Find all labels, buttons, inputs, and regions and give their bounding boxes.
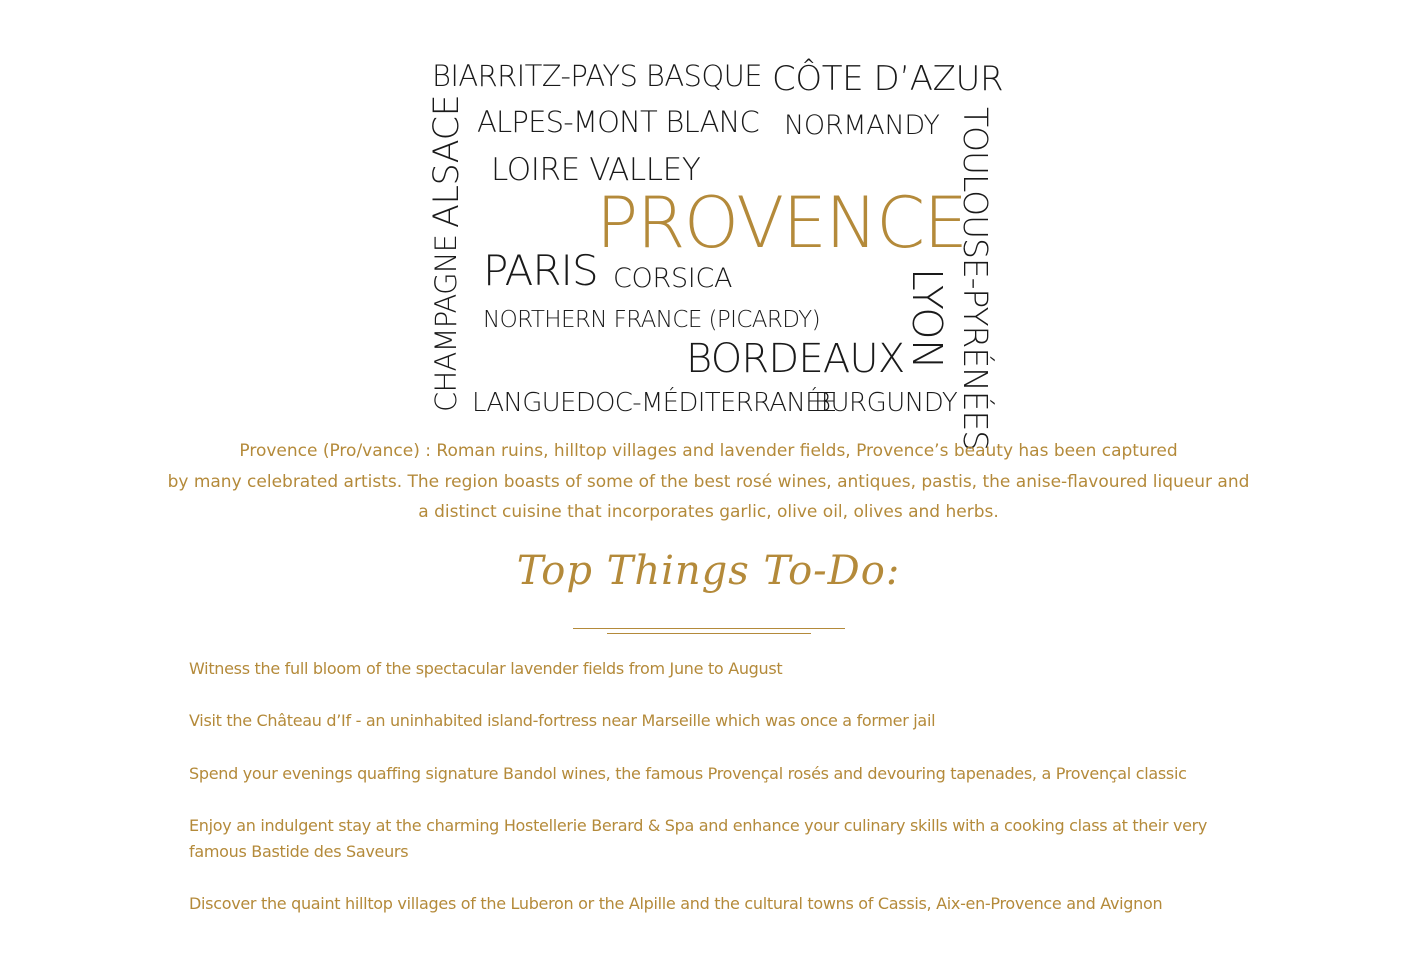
region-alsace: ALSACE xyxy=(427,94,467,228)
region-biarritz: BIARRITZ-PAYS BASQUE xyxy=(432,59,762,93)
list-item: Visit the Château d’If - an uninhabited island-fortress near Marseille which was once a former jail xyxy=(189,711,936,730)
intro-line: Provence (Pro/vance) : Roman ruins, hilltop villages and lavender fields, Provence’s beauty has been captured xyxy=(239,441,1178,461)
region-bordeaux: BORDEAUX xyxy=(686,336,905,382)
region-cote-dazur: CÔTE D’AZUR xyxy=(772,59,1004,99)
region-corsica: CORSICA xyxy=(613,263,733,294)
region-normandy: NORMANDY xyxy=(784,110,940,141)
title-underline-short xyxy=(607,633,811,634)
region-champagne: CHAMPAGNE xyxy=(429,234,463,412)
intro-line: a distinct cuisine that incorporates garlic, olive oil, olives and herbs. xyxy=(418,502,999,522)
section-title: Top Things To-Do: xyxy=(516,548,901,594)
intro-paragraph xyxy=(150,436,1267,528)
region-provence: PROVENCE xyxy=(596,182,967,264)
title-underline xyxy=(573,628,845,629)
region-northern-france: NORTHERN FRANCE (PICARDY) xyxy=(483,307,820,333)
region-lyon: LYON xyxy=(903,268,951,370)
intro-line: by many celebrated artists. The region boasts of some of the best rosé wines, antiques, pastis, the anise-flavoured liqueur and xyxy=(167,471,1250,492)
list-item: Spend your evenings quaffing signature Bandol wines, the famous Provençal rosés and devouring tapenades, a Provençal classic xyxy=(189,764,1187,783)
region-paris: PARIS xyxy=(483,246,598,295)
region-loire-valley: LOIRE VALLEY xyxy=(491,152,701,188)
list-item: Enjoy an indulgent stay at the charming Hostellerie Berard & Spa and enhance your culinary skills with a cooking class at their very famous Bastide des Saveurs xyxy=(189,816,1208,861)
list-item: Witness the full bloom of the spectacular lavender fields from June to August xyxy=(189,659,783,678)
region-toulouse: TOULOUSE-PYRÉNÉES xyxy=(956,107,995,451)
region-alpes: ALPES-MONT BLANC xyxy=(477,105,759,139)
region-languedoc: LANGUEDOC-MÉDITERRANÉE xyxy=(472,388,837,418)
region-burgundy: BURGUNDY xyxy=(814,388,958,418)
list-item: Discover the quaint hilltop villages of the Luberon or the Alpille and the cultural towns of Cassis, Aix-en-Provence and Avignon xyxy=(189,894,1163,913)
